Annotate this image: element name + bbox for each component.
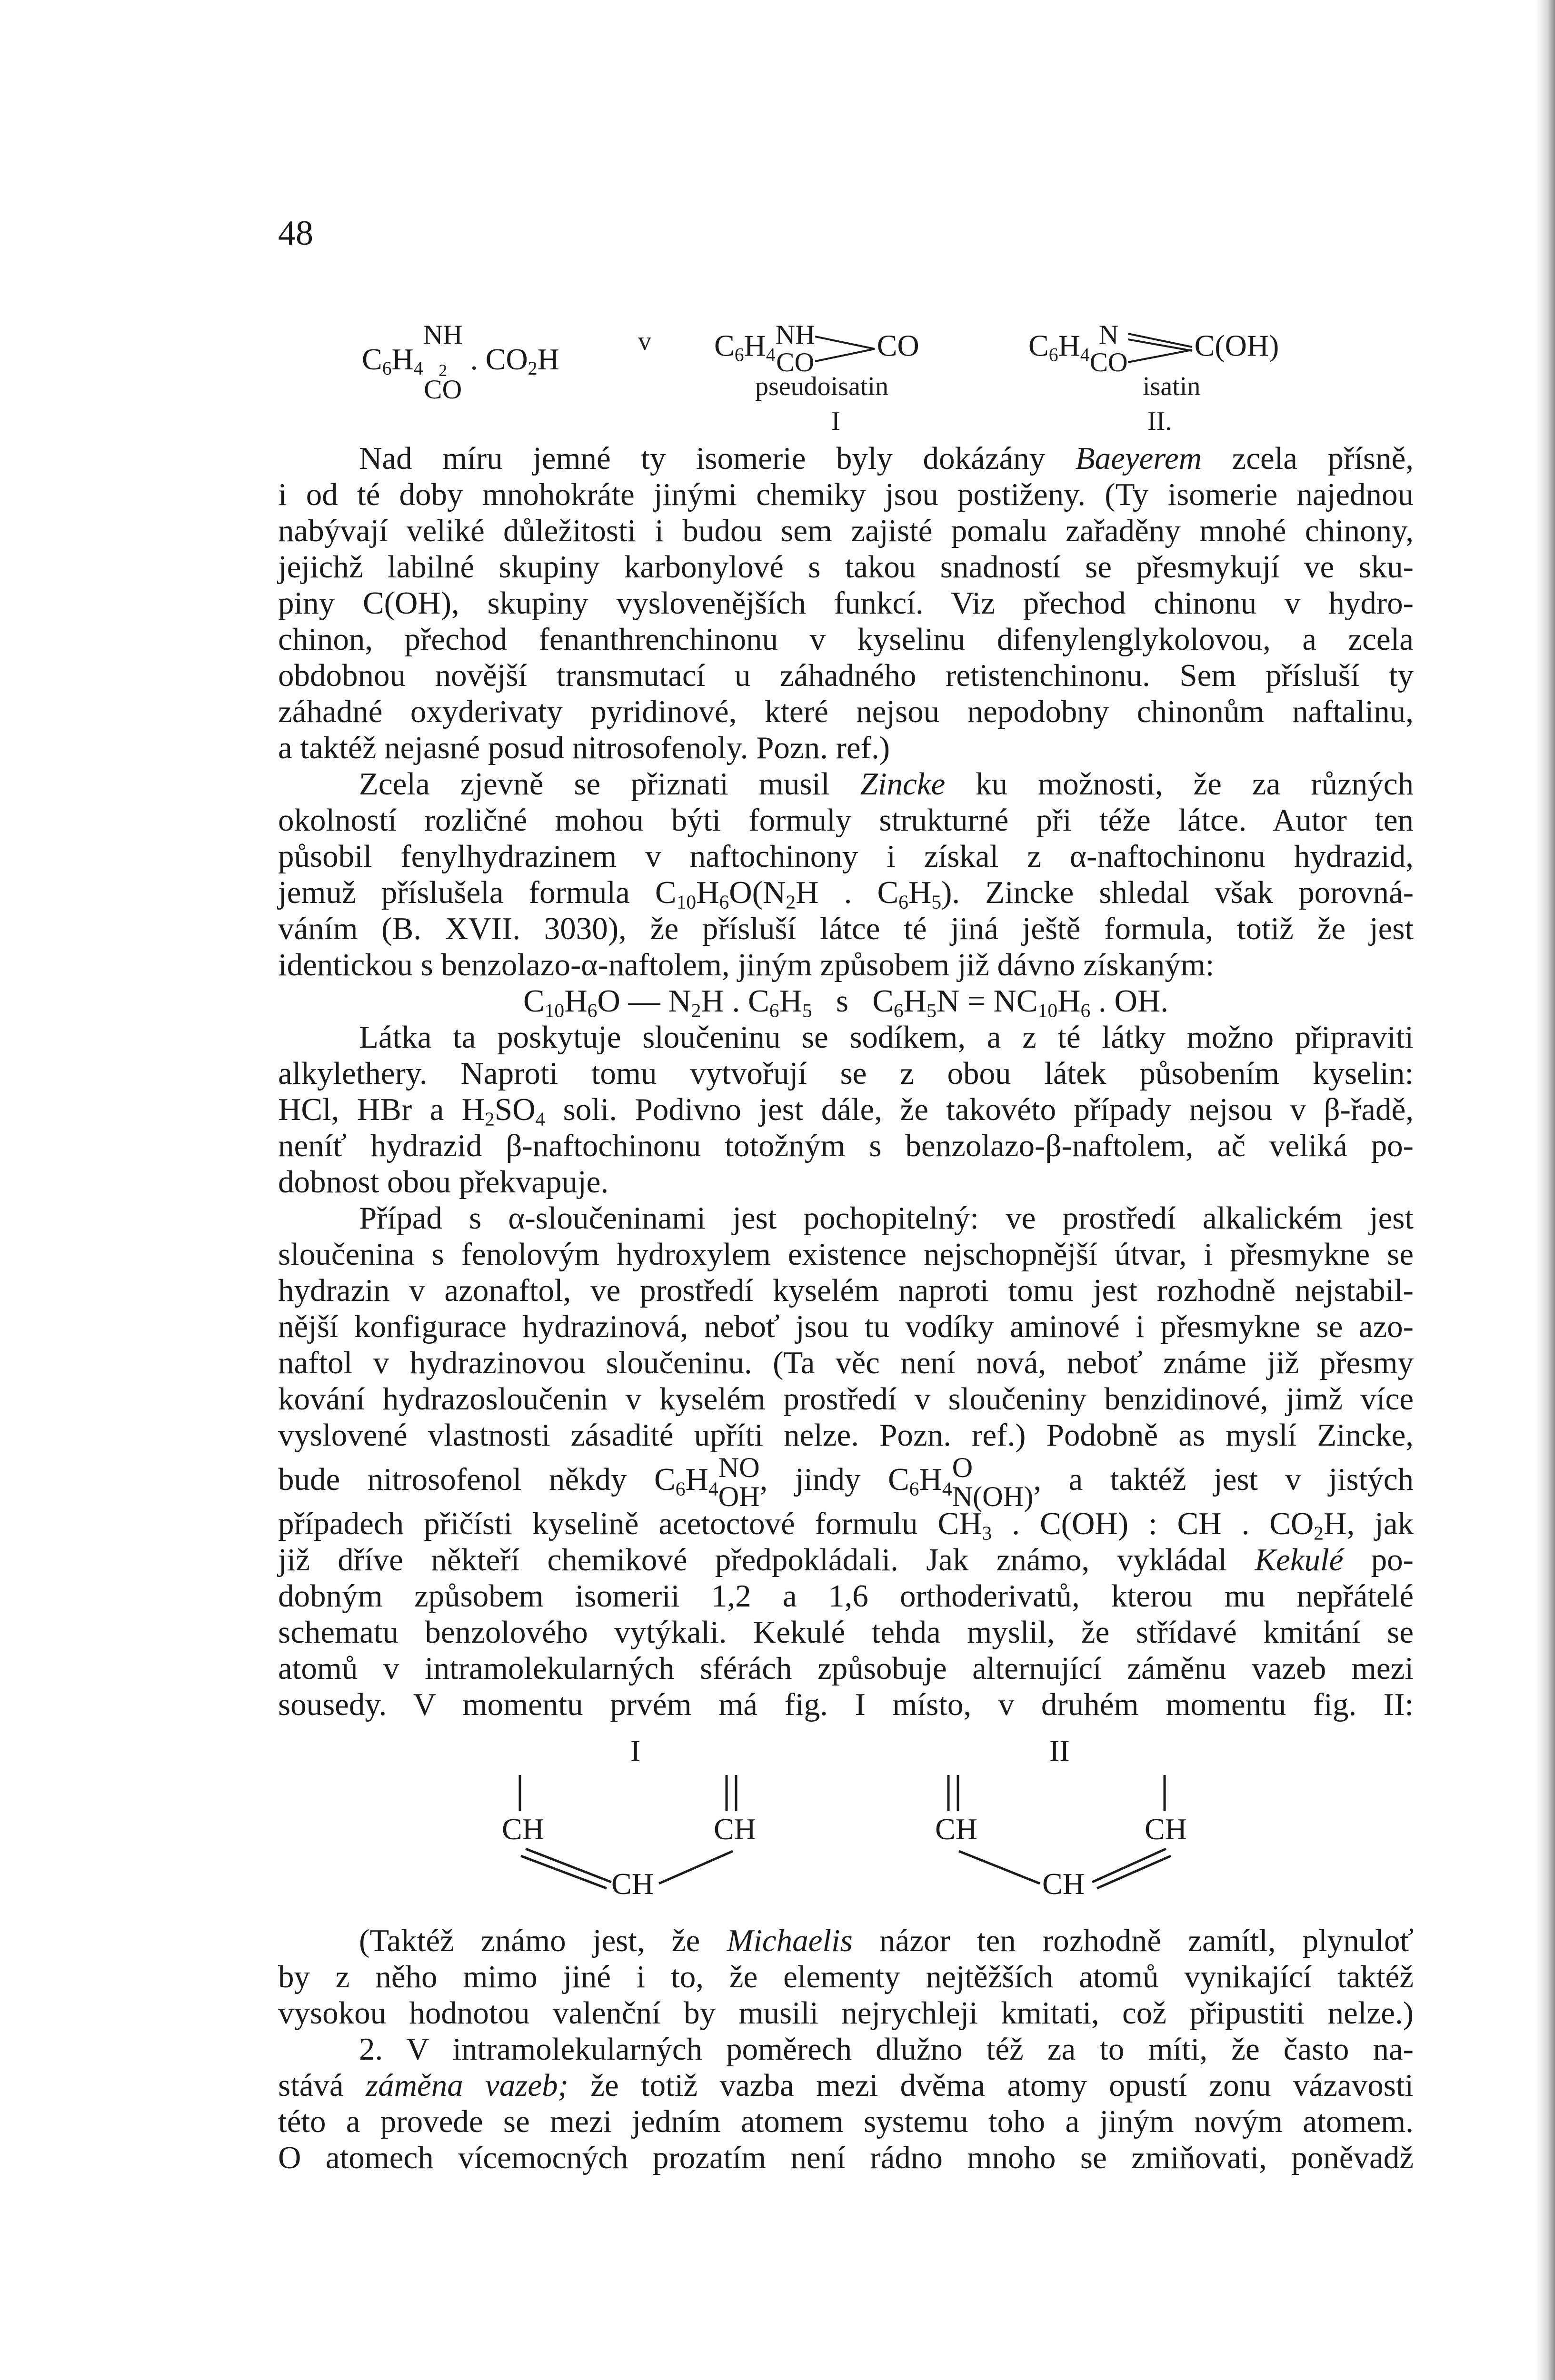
text-line: dobným způsobem isomerii 1,2 a 1,6 orthoderivatů, kterou mu nepřátelé	[278, 1578, 1414, 1614]
fig-label-I: I	[630, 1734, 641, 1767]
fig1-ch-bottom: CH	[611, 1867, 654, 1901]
body-text	[278, 440, 1414, 2176]
page-number: 48	[278, 214, 313, 253]
text-line: stává záměna vazeb; že totiž vazba mezi dvěma atomy opustí zonu vázavosti	[278, 2068, 1414, 2103]
text-line: HCl, HBr a $H_2SO_4$ soli. Podivno jest dále, že takovéto případy nejsou v β-řadě,	[278, 1092, 1414, 1130]
fig-label-II: II	[1049, 1734, 1070, 1767]
fig2-ch-right: CH	[1145, 1812, 1187, 1846]
numeral-I: I	[831, 407, 840, 436]
text-line: působil fenylhydrazinem v naftochinony i získal z α-naftochinonu hydrazid,	[278, 839, 1414, 874]
kekule-figure	[278, 1723, 1414, 1923]
pseudoisatin-bonds	[815, 330, 877, 368]
text-line: i od té doby mnohokráte jinými chemiky jsou postiženy. (Ty isomerie najednou	[278, 477, 1414, 512]
text-line: bude nitrosofenol někdy $C_6H_4$ NO OH , jindy $C_6H_4$ O N(OH) , a taktéž jest v jistých	[278, 1452, 1414, 1513]
text-line: atomů v intramolekularných sférách způsobuje alternující záměnu vazeb mezi	[278, 1651, 1414, 1686]
text-line: již dříve někteří chemikové předpokládali. Jak známo, vykládal Kekulé po-	[278, 1542, 1414, 1577]
text-line: jejichž labilné skupiny karbonylové s takou snadností se přesmykují ve sku-	[278, 549, 1414, 585]
fig1-single-bond-bottom	[659, 1851, 733, 1884]
text-line: (Taktéž známo jest, že Michaelis názor ten rozhodně zamítl, plynulоť	[359, 1923, 1414, 1958]
formula-pseudoisatin: $C_6H_4$ NH CO CO	[714, 320, 919, 377]
text-line: Případ s α-sloučeninami jest pochopitelný: ve prostředí alkalickém jest	[359, 1200, 1414, 1236]
text-line: identickou s benzolazo-α-naftolem, jiným způsobem již dávno získaným:	[278, 947, 1215, 982]
fig2-ch-bottom: CH	[1042, 1867, 1085, 1901]
text-line: naftol v hydrazinovou sloučeninu. (Ta věc není nová, neboť známe již přesmy	[278, 1345, 1414, 1380]
text-line: a taktéž nejasné posud nitrosofenoly. Pozn. ref.)	[278, 730, 890, 765]
isatin-bonds	[1128, 330, 1195, 368]
text-line: chinon, přechod fenanthrenchinonu v kyselinu difenylenglykolovou, a zcela	[278, 622, 1414, 657]
numeral-II: II.	[1147, 407, 1172, 436]
text-line: záhadné oxyderivaty pyridinové, které nejsou nepodobny chinonům naftalinu,	[278, 694, 1414, 729]
fig2-double-bond-bottom-b	[1097, 1856, 1171, 1888]
text-line: této a provede se mezi jedním atomem systemu toho a jiným novým atomem.	[278, 2104, 1414, 2139]
formula-conjunction-v: v	[638, 327, 651, 356]
text-line: dobnost obou překvapuje.	[278, 1164, 609, 1200]
text-line: alkylethery. Naproti tomu vytvořují se z obou látek působením kyselin:	[278, 1056, 1414, 1091]
text-line: jemuž příslušela formula $C_{10}H_6O(N_2H$ . $C_6H_5$). Zincke shledal však porovná-	[278, 875, 1414, 913]
text-line: 2. V intramolekularných poměrech dlužno též za to míti, že často na-	[359, 2032, 1414, 2067]
text-line: Nad míru jemné ty isomerie byly dokázány Baeyerem zcela přísně,	[359, 441, 1414, 476]
text-line: by z něho mimo jiné i to, že elementy nejtěžších atomů vynikající taktéž	[278, 1959, 1414, 1994]
text-line: Zcela zjevně se přiznati musil Zincke ku možnosti, že za různých	[359, 766, 1414, 802]
text-line: nabývají veliké důležitosti i budou sem zajisté pomalu zařaděny mnohé chinony,	[278, 513, 1414, 548]
text-line: schematu benzolového vytýkali. Kekulé tehda myslil, že střídavé kmitání se	[278, 1615, 1414, 1650]
text-line: O atomech vícemocných prozatím není rádno mnoho se zmiňovati, poněvadž	[278, 2140, 1414, 2175]
text-line: sloučenina s fenolovým hydroxylem existence nejschopnější útvar, i přesmykne se	[278, 1237, 1414, 1272]
formula-row-isatin	[352, 312, 1362, 455]
kekule-figure-svg	[278, 1723, 1414, 1923]
fig2-single-bond-bottom	[959, 1851, 1040, 1884]
fig2-ch-left: CH	[935, 1812, 977, 1846]
text-line: sousedy. V momentu prvém má fig. I místo, v druhém momentu fig. II:	[278, 1687, 1414, 1722]
fig2-double-bond-bottom-a	[1092, 1849, 1166, 1882]
text-line: případech přičísti kyselině acetoctové formulu $CH_3$ . C(OH) : CH . $CO_2H$, jak	[278, 1506, 1414, 1544]
fig1-double-bond-bottom-b	[521, 1856, 607, 1888]
fig1-ch-right: CH	[714, 1812, 756, 1846]
text-line: vysokou hodnotou valenční by musili nejrychleji kmitati, což připustiti nelze.)	[278, 1995, 1414, 2031]
text-line: vyslovené vlastnosti zásadité upříti nelze. Pozn. ref.) Podobně as myslí Zincke,	[278, 1418, 1414, 1453]
text-line: nější konfigurace hydrazinová, neboť jsou tu vodíky aminové i přesmykne se azo-	[278, 1309, 1414, 1344]
equation-line: $C_{10}H_6O$ — $N_2H$ . $C_6H_5$ s $C_6H_5N = NC_{10}H_6$ . OH.	[523, 983, 1169, 1021]
fig1-ch-left: CH	[502, 1812, 544, 1846]
text-line: Látka ta poskytuje sloučeninu se sodíkem, a z té látky možno připraviti	[359, 1020, 1414, 1055]
text-line: piny C(OH), skupiny vyslovenějších funkcí. Viz přechod chinonu v hydro-	[278, 585, 1414, 621]
text-line: kování hydrazosloučenin v kyselém prostředí v sloučeniny benzidinové, jimž více	[278, 1381, 1414, 1417]
text-line: hydrazin v azonaftol, ve prostředí kyselém naproti tomu jest rozhodně nejstabil-	[278, 1273, 1414, 1308]
formula-anthranilic-acid: $C_6H_4$ NH $_2$ CO . $CO_2H$	[362, 320, 559, 405]
text-line: neníť hydrazid β-naftochinonu totožným s benzolazo-β-naftolem, ač veliká po-	[278, 1128, 1414, 1163]
formula-isatin: $C_6H_4$ N CO C(OH)	[1028, 320, 1279, 377]
fig1-double-bond-bottom-a	[526, 1849, 611, 1882]
text-line: okolností rozličné mohou býti formuly strukturné při téže látce. Autor ten	[278, 803, 1414, 838]
label-isatin: isatin	[1143, 372, 1201, 401]
text-line: váním (B. XVII. 3030), že přísluší látce té jiná ještě formula, totiž že jest	[278, 911, 1414, 946]
page-edge-shadow	[1536, 0, 1555, 2380]
text-line: obdobnou novější transmutací u záhadného retistenchinonu. Sem přísluší ty	[278, 658, 1414, 693]
label-pseudoisatin: pseudoisatin	[755, 372, 888, 401]
